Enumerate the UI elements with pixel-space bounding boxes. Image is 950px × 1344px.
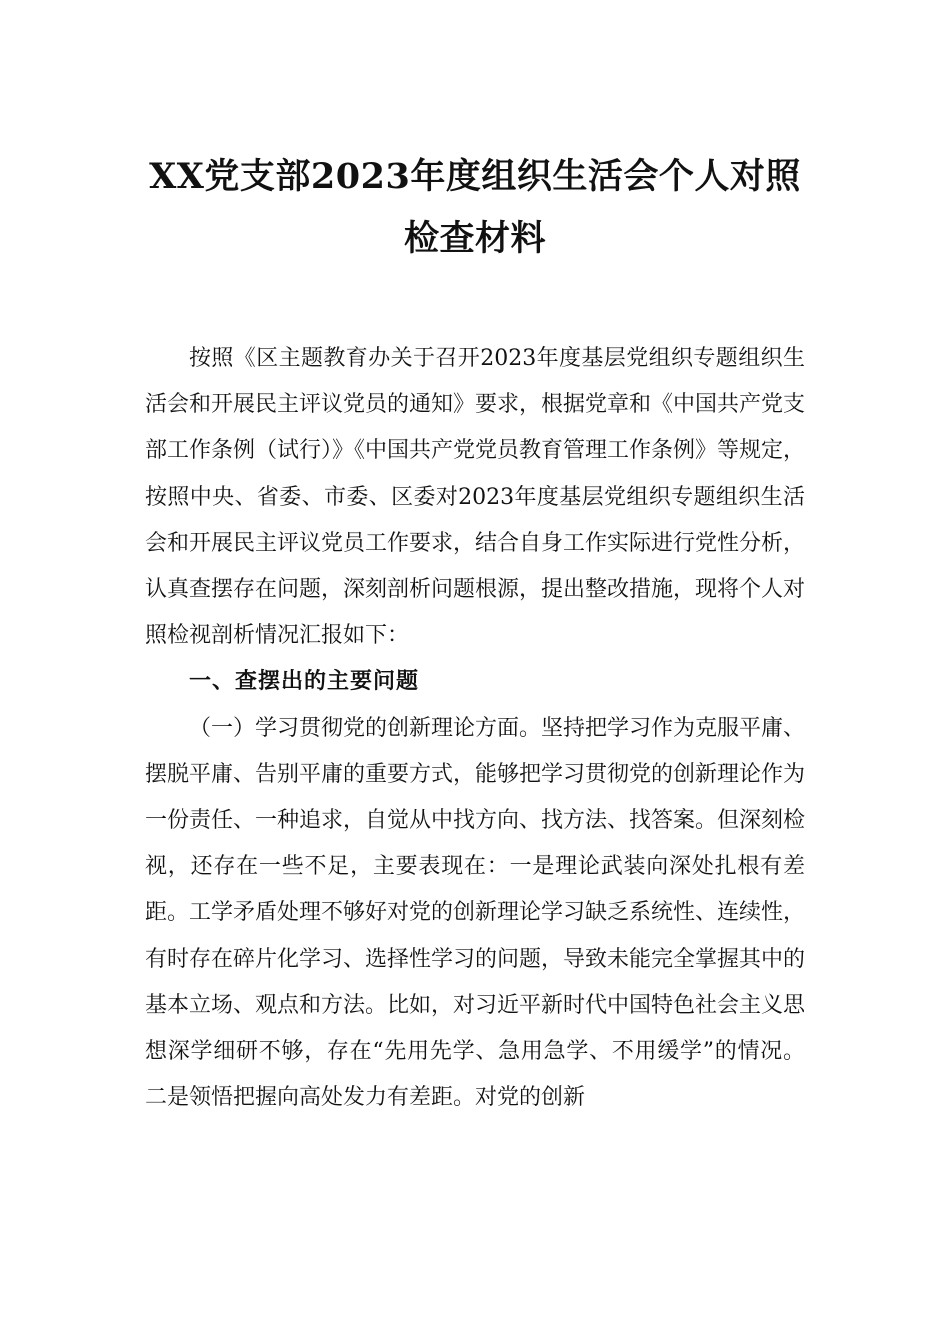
title-line-1: XX党支部2023年度组织生活会个人对照: [149, 156, 801, 197]
section-heading: 一、查摆出的主要问题: [189, 669, 420, 695]
title-line-2: 检查材料: [403, 218, 546, 259]
document-title: [145, 146, 805, 270]
section-paragraph: （一）学习贯彻党的创新理论方面。坚持把学习作为克服平庸、摆脱平庸、告别平庸的重要方式，能够把学习贯彻党的创新理论作为一份责任、一种追求，自觉从中找方向、找方法、找答案。但深刻检视，还存在一些不足，主要表现在：一是理论武装向深处扎根有差距。工学矛盾处理不够好对党的创新理论学习缺乏系统性、连续性，有时存在碎片化学习、选择性学习的问题，导致未能完全掌握其中的基本立场、观点和方法。比如，对习近平新时代中国特色社会主义思想深学细研不够，存在“先用先学、急用急学、不用缓学”的情况。二是领悟把握向高处发力有差距。对党的创新: [145, 715, 806, 1111]
document-body: [145, 336, 805, 1121]
intro-paragraph: 按照《区主题教育办关于召开2023年度基层党组织专题组织生活会和开展民主评议党员的通知》要求，根据党章和《中国共产党支部工作条例（试行）》《中国共产党党员教育管理工作条例》等规定，按照中央、省委、市委、区委对2023年度基层党组织专题组织生活会和开展民主评议党员工作要求，结合自身工作实际进行党性分析，认真查摆存在问题，深刻剖析问题根源，提出整改措施，现将个人对照检视剖析情况汇报如下：: [145, 346, 806, 649]
